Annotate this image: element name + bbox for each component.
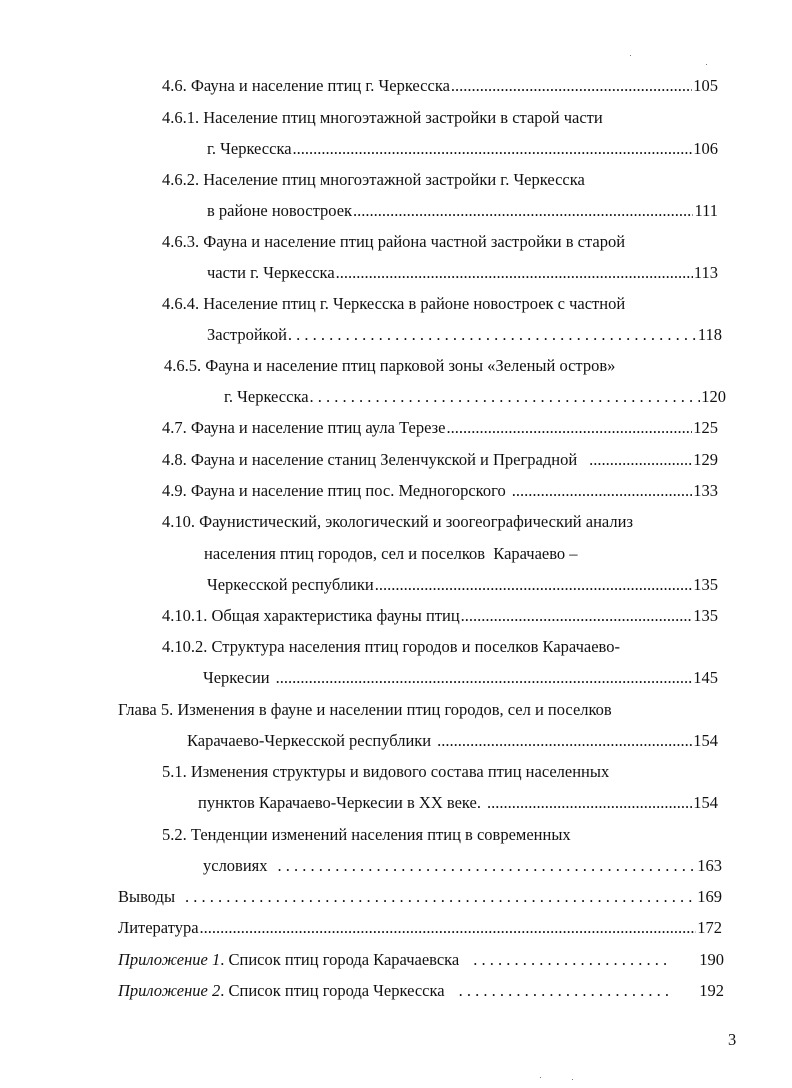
toc-entry-title: Выводы [118,887,176,906]
toc-entry-title: 4.6. Фауна и население птиц г. Черкесска [162,76,450,95]
toc-entry-page: 190 [699,950,724,969]
toc-leader [589,450,692,470]
toc-entry-title: Глава 5. Изменения в фауне и населении птиц городов, сел и поселков [118,700,612,719]
toc-entry [162,76,718,96]
toc-entry [162,637,620,657]
toc-entry-title: 4.6.3. Фауна и население птиц района частной застройки в старой [162,232,626,251]
toc-entry-title: 4.6.5. Фауна и население птиц парковой зоны «Зеленый остров» [164,356,616,375]
toc-entry [164,356,615,376]
toc-entry [162,108,603,128]
toc-entry-page: 154 [693,731,718,750]
toc-entry-title: 5.1. Изменения структуры и видового состава птиц населенных [162,762,610,781]
toc-entry [207,139,718,159]
toc-entry [118,887,722,907]
toc-entry [207,201,718,221]
toc-entry-page: 120 [701,387,726,406]
scan-speck [572,1079,573,1080]
toc-leader [437,731,692,751]
toc-leader [310,387,701,407]
toc-leader [185,887,696,907]
toc-entry-title: населения птиц городов, сел и поселков Карачаево – [204,544,578,563]
toc-entry-title: 4.6.2. Население птиц многоэтажной застройки г. Черкесска [162,170,585,189]
toc-leader [473,950,671,970]
toc-entry [162,762,609,782]
toc-entry-title: 4.6.1. Население птиц многоэтажной застройки в старой части [162,108,603,127]
toc-entry-title: . Список птиц города Черкесска [220,981,445,1000]
toc-entry-title: 4.8. Фауна и население станиц Зеленчукской и Преградной [162,450,578,469]
toc-entry-title: г. Черкесска [224,387,309,406]
toc-entry-page: 106 [693,139,718,158]
toc-entry-title: 4.10.2. Структура населения птиц городов и поселков Карачаево- [162,637,620,656]
toc-entry-title: условиях [203,856,268,875]
toc-leader [512,481,693,501]
toc-entry-title: 5.2. Тенденции изменений населения птиц в современных [162,825,571,844]
toc-entry-title: 4.6.4. Население птиц г. Черкесска в районе новостроек с частной [162,294,626,313]
toc-leader [461,606,693,626]
toc-entry [224,387,726,407]
toc-entry [187,731,718,751]
toc-entry-page: 192 [699,981,724,1000]
toc-entry-page: 145 [693,668,718,687]
toc-entry-page: 135 [693,606,718,625]
toc-entry-title: Застройкой [207,325,287,344]
toc-leader [200,918,697,938]
toc-entry-page: 133 [693,481,718,500]
toc-entry-page: 125 [693,418,718,437]
toc-entry-page: 163 [697,856,722,875]
toc-entry-title: 4.10. Фаунистический, экологический и зоогеографический анализ [162,512,633,531]
toc-entry-title-italic: Приложение 1 [118,950,221,969]
toc-entry [118,981,724,1001]
toc-leader [278,856,697,876]
toc-entry-title: 4.7. Фауна и население птиц аула Терезе [162,418,446,437]
toc-entry [118,700,612,720]
toc-entry-page: 118 [697,325,722,344]
toc-entry-title: части г. Черкесска [207,263,335,282]
toc-leader [288,325,697,345]
toc-entry [162,294,625,314]
toc-leader [336,263,693,283]
toc-entry-title: Черкесской республики [207,575,374,594]
toc-entry [162,481,718,501]
toc-leader [293,139,693,159]
scan-speck [630,55,631,56]
toc-entry [118,950,724,970]
toc-leader [451,76,692,96]
toc-entry [162,512,633,532]
toc-entry-title: пунктов Карачаево-Черкесии в XX веке. [198,793,481,812]
toc-entry [203,856,722,876]
page-number: 3 [728,1030,737,1049]
toc-leader [276,668,693,688]
scan-speck [706,64,707,65]
toc-entry [207,575,718,595]
toc-entry-page: 113 [693,263,718,282]
toc-entry-title: Литература [118,918,199,937]
toc-entry-page: 135 [693,575,718,594]
toc-leader [446,418,692,438]
toc-entry [203,668,718,688]
scan-speck [540,1077,541,1078]
toc-entry-page: 105 [693,76,718,95]
toc-leader [459,981,672,1001]
toc-entry [204,544,578,564]
toc-entry-page: 169 [697,887,722,906]
toc-entry-page: 111 [694,201,718,220]
toc-entry-title: в районе новостроек [207,201,353,220]
toc-entry-title: г. Черкесска [207,139,292,158]
toc-leader [353,201,693,221]
toc-entry-page: 129 [693,450,718,469]
toc-leader [375,575,693,595]
toc-leader [487,793,692,813]
toc-entry-title: Черкесии [203,668,270,687]
toc-entry-page: 154 [693,793,718,812]
toc-entry [162,170,585,190]
toc-entry [207,325,722,345]
toc-entry-title: Карачаево-Черкесской республики [187,731,432,750]
toc-entry [162,450,718,470]
toc-entry-title-italic: Приложение 2 [118,981,221,1000]
toc-entry [207,263,718,283]
toc-entry [162,606,718,626]
toc-entry [162,418,718,438]
toc-entry-title: 4.10.1. Общая характеристика фауны птиц [162,606,460,625]
toc-entry [118,918,722,938]
toc-entry-title: . Список птиц города Карачаевска [220,950,460,969]
toc-entry-page: 172 [697,918,722,937]
toc-entry [198,793,718,813]
toc-entry [162,825,571,845]
toc-entry-title: 4.9. Фауна и население птиц пос. Медногорского [162,481,506,500]
toc-entry [162,232,625,252]
